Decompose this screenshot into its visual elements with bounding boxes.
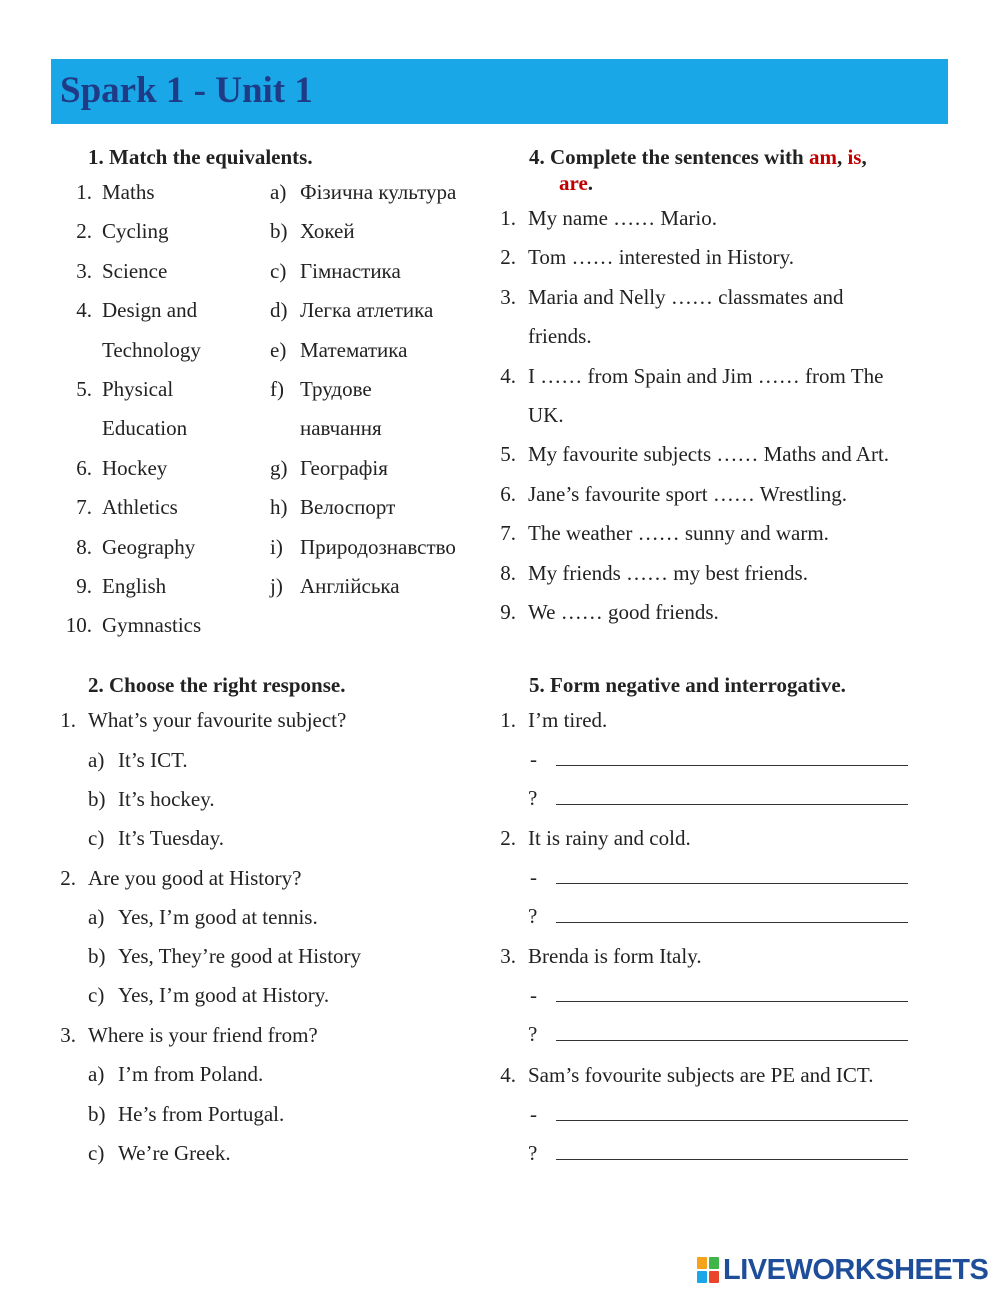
match-translation[interactable]: Природознавство bbox=[300, 534, 456, 559]
sentence-number: 1. bbox=[500, 206, 516, 230]
interrogative-answer-line[interactable] bbox=[556, 904, 908, 929]
option-letter: a) bbox=[270, 180, 287, 204]
item-number: 8. bbox=[76, 534, 92, 559]
match-term[interactable]: Design and bbox=[102, 298, 198, 323]
heading-period: . bbox=[587, 171, 594, 195]
heading-separator: , bbox=[836, 145, 848, 169]
interrogative-answer-line[interactable] bbox=[556, 1022, 908, 1047]
match-translation[interactable]: Математика bbox=[300, 337, 408, 362]
sentence-number: 8. bbox=[500, 560, 516, 585]
negative-answer-line[interactable] bbox=[556, 1102, 908, 1127]
question-number: 3. bbox=[60, 1023, 76, 1047]
item-number: 2. bbox=[76, 219, 92, 244]
option-letter: d) bbox=[270, 298, 288, 323]
sentence-text: I …… from Spain and Jim …… from The bbox=[528, 363, 884, 388]
sentence-number: 7. bbox=[500, 521, 516, 546]
option-label: c) bbox=[88, 826, 105, 850]
item-number: 10. bbox=[65, 613, 92, 638]
option-letter: i) bbox=[270, 534, 283, 559]
sentence-text: My favourite subjects …… Maths and Art. bbox=[528, 442, 890, 467]
option-letter: e) bbox=[270, 337, 287, 362]
answer-option[interactable]: Yes, I’m good at History. bbox=[118, 983, 330, 1007]
question-text: Are you good at History? bbox=[88, 866, 302, 890]
match-term[interactable]: Education bbox=[102, 416, 188, 441]
sentence-text: We …… good friends. bbox=[528, 600, 719, 624]
word-is: is bbox=[847, 145, 862, 169]
answer-option[interactable]: It’s hockey. bbox=[118, 787, 215, 811]
match-translation[interactable]: Легка атлетика bbox=[300, 298, 434, 323]
option-letter: g) bbox=[270, 455, 288, 480]
sentence-text: My friends …… my best friends. bbox=[528, 560, 808, 585]
statement-text: Brenda is form Italy. bbox=[528, 944, 702, 969]
sentence-text: My name …… Mario. bbox=[528, 206, 717, 230]
sentence-number: 9. bbox=[500, 600, 516, 624]
item-number: 1. bbox=[500, 708, 516, 732]
match-translation[interactable]: Фізична культура bbox=[300, 180, 457, 204]
page-title: Spark 1 - Unit 1 bbox=[60, 70, 313, 111]
sentence-text: Jane’s favourite sport …… Wrestling. bbox=[528, 481, 847, 506]
option-label: b) bbox=[88, 1102, 106, 1126]
statement-text: It is rainy and cold. bbox=[528, 826, 691, 851]
match-translation[interactable]: Трудове bbox=[300, 377, 372, 401]
match-translation[interactable]: Географія bbox=[300, 455, 388, 480]
option-letter: c) bbox=[270, 258, 287, 283]
option-label: c) bbox=[88, 983, 105, 1007]
option-label: a) bbox=[88, 748, 105, 772]
item-number: 3. bbox=[76, 258, 92, 283]
match-translation[interactable]: навчання bbox=[300, 416, 382, 441]
statement-text: I’m tired. bbox=[528, 708, 608, 732]
question-text: What’s your favourite subject? bbox=[88, 708, 347, 732]
match-term[interactable]: Hockey bbox=[102, 455, 168, 480]
item-number: 7. bbox=[76, 495, 92, 520]
sentence-text: Maria and Nelly …… classmates and bbox=[528, 284, 844, 309]
interrogative-marker: ? bbox=[528, 1022, 538, 1047]
match-term[interactable]: Gymnastics bbox=[102, 613, 202, 638]
option-label: a) bbox=[88, 905, 105, 929]
item-number: 2. bbox=[500, 826, 516, 851]
word-are: are bbox=[559, 171, 588, 195]
option-letter: h) bbox=[270, 495, 288, 520]
item-number: 6. bbox=[76, 455, 92, 480]
sentence-number: 2. bbox=[500, 245, 516, 270]
item-number: 9. bbox=[76, 574, 92, 598]
sentence-text: friends. bbox=[528, 324, 592, 349]
negative-marker: - bbox=[530, 983, 537, 1008]
logo-text: LIVEWORKSHEETS bbox=[723, 1253, 989, 1286]
option-label: b) bbox=[88, 787, 106, 811]
match-term[interactable]: Maths bbox=[102, 180, 155, 204]
match-translation[interactable]: Гімнастика bbox=[300, 258, 401, 283]
sentence-text: UK. bbox=[528, 403, 564, 427]
word-am: am bbox=[808, 145, 837, 169]
interrogative-marker: ? bbox=[528, 786, 538, 810]
match-term[interactable]: Cycling bbox=[102, 219, 169, 244]
option-letter: b) bbox=[270, 219, 288, 244]
item-number: 4. bbox=[76, 298, 92, 323]
match-term[interactable]: Technology bbox=[102, 337, 201, 362]
title-banner bbox=[51, 59, 948, 124]
negative-answer-line[interactable] bbox=[556, 865, 908, 890]
question-number: 2. bbox=[60, 866, 76, 890]
section4-heading bbox=[529, 145, 867, 170]
item-number: 3. bbox=[500, 944, 516, 969]
option-letter: f) bbox=[270, 377, 284, 401]
section2-heading: 2. Choose the right response. bbox=[88, 673, 346, 697]
negative-marker: - bbox=[530, 865, 537, 890]
negative-marker: - bbox=[530, 1101, 537, 1126]
negative-marker: - bbox=[530, 747, 537, 771]
logo-block bbox=[709, 1271, 719, 1283]
match-term[interactable]: Science bbox=[102, 258, 168, 283]
section1-heading: 1. Match the equivalents. bbox=[88, 145, 313, 169]
item-number: 5. bbox=[76, 377, 92, 401]
sentence-number: 4. bbox=[500, 363, 516, 388]
match-term[interactable]: Athletics bbox=[102, 495, 178, 520]
answer-option[interactable]: He’s from Portugal. bbox=[118, 1102, 285, 1126]
liveworksheets-logo bbox=[697, 1255, 988, 1285]
logo-block bbox=[697, 1271, 707, 1283]
option-label: b) bbox=[88, 944, 106, 968]
sentence-text: The weather …… sunny and warm. bbox=[528, 521, 829, 546]
interrogative-answer-line[interactable] bbox=[556, 786, 908, 811]
liveworksheets-logo-icon bbox=[697, 1257, 719, 1283]
answer-option[interactable]: Yes, They’re good at History bbox=[118, 944, 362, 968]
match-translation[interactable]: Англійська bbox=[300, 574, 400, 598]
section5-heading: 5. Form negative and interrogative. bbox=[529, 673, 846, 697]
answer-option[interactable]: It’s Tuesday. bbox=[118, 826, 224, 850]
interrogative-answer-line[interactable] bbox=[556, 1141, 908, 1166]
match-translation[interactable]: Хокей bbox=[300, 219, 355, 244]
logo-block bbox=[697, 1257, 707, 1269]
option-letter: j) bbox=[270, 574, 283, 598]
sentence-number: 6. bbox=[500, 481, 516, 506]
answer-option[interactable]: I’m from Poland. bbox=[118, 1062, 264, 1086]
statement-text: Sam’s fovourite subjects are PE and ICT. bbox=[528, 1062, 874, 1087]
answer-option[interactable]: Yes, I’m good at tennis. bbox=[118, 905, 318, 929]
answer-option[interactable]: It’s ICT. bbox=[118, 748, 188, 772]
sentence-number: 5. bbox=[500, 442, 516, 467]
option-label: c) bbox=[88, 1141, 105, 1165]
option-label: a) bbox=[88, 1062, 105, 1086]
match-term[interactable]: Physical bbox=[102, 377, 174, 401]
negative-answer-line[interactable] bbox=[556, 983, 908, 1008]
question-number: 1. bbox=[60, 708, 76, 732]
section4-heading-text: 4. Complete the sentences with bbox=[529, 145, 809, 169]
interrogative-marker: ? bbox=[528, 904, 538, 929]
question-text: Where is your friend from? bbox=[88, 1023, 318, 1047]
match-translation[interactable]: Велоспорт bbox=[300, 495, 396, 520]
sentence-number: 3. bbox=[500, 284, 516, 309]
match-term[interactable]: Geography bbox=[102, 534, 196, 559]
interrogative-marker: ? bbox=[528, 1140, 538, 1165]
answer-option[interactable]: We’re Greek. bbox=[118, 1141, 231, 1165]
negative-answer-line[interactable] bbox=[556, 747, 908, 772]
heading-separator: , bbox=[861, 145, 867, 169]
logo-block bbox=[709, 1257, 719, 1269]
sentence-text: Tom …… interested in History. bbox=[528, 245, 795, 270]
match-term[interactable]: English bbox=[102, 574, 167, 598]
item-number: 1. bbox=[76, 180, 92, 204]
item-number: 4. bbox=[500, 1062, 516, 1087]
section4-heading-line2 bbox=[559, 171, 593, 196]
